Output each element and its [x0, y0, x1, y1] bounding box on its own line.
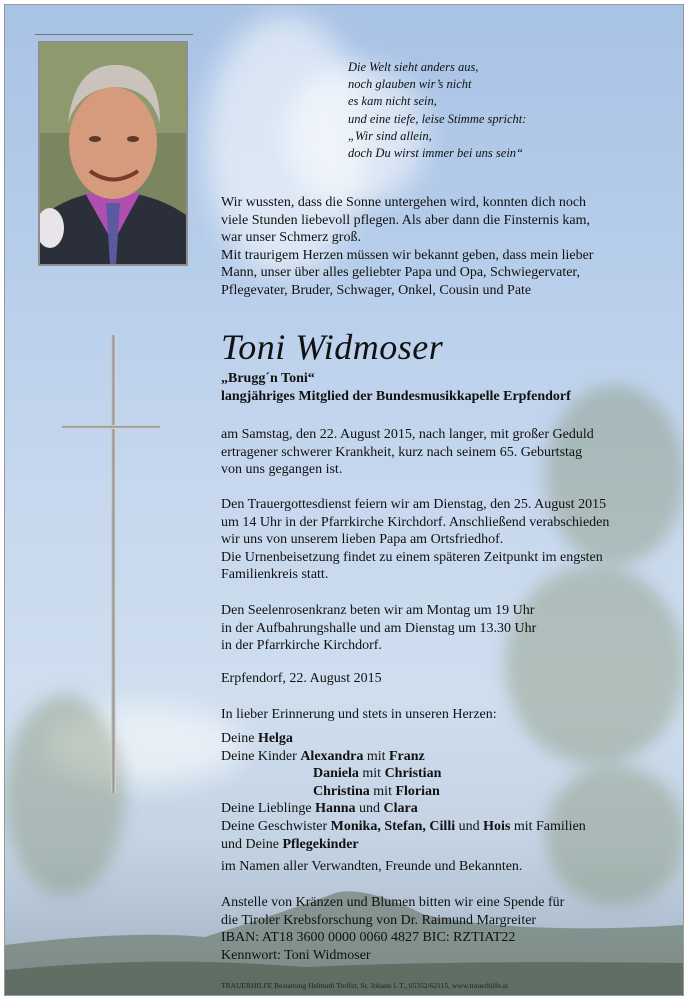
- poem-line: noch glauben wir’s nicht: [348, 77, 472, 92]
- relatives-line: im Namen aller Verwandten, Freunde und Bekannten.: [221, 859, 523, 874]
- text: und: [355, 801, 384, 817]
- family-member: Christian: [384, 766, 442, 782]
- text-line: Pflegevater, Bruder, Schwager, Onkel, Cousin und Pate: [221, 282, 532, 298]
- poem-line: es kam nicht sein,: [348, 94, 437, 109]
- text: mit: [358, 766, 385, 782]
- family-member: Helga: [257, 731, 293, 746]
- text-line: am Samstag, den 22. August 2015, nach langer, mit großer Geduld: [221, 427, 594, 442]
- text: und Deine: [221, 836, 283, 852]
- rosary-notice: [221, 602, 536, 655]
- text-line: Kennwort: Toni Widmoser: [221, 947, 371, 963]
- text: mit: [363, 748, 389, 764]
- nickname: „Brugg´n Toni“: [221, 371, 315, 386]
- text: Deine Lieblinge: [221, 801, 316, 817]
- memorial-cross-vertical: [111, 335, 116, 793]
- portrait-illustration: [40, 43, 186, 264]
- text: mit: [369, 783, 396, 799]
- text-line: um 14 Uhr in der Pfarrkirche Kirchdorf. Anschließend verabschieden: [221, 514, 610, 530]
- family-member: Hois: [483, 818, 511, 834]
- funeral-service: [221, 496, 609, 584]
- family-line: [221, 783, 586, 801]
- poem-line: und eine tiefe, leise Stimme spricht:: [348, 111, 527, 126]
- text-line: Die Urnenbeisetzung findet zu einem späteren Zeitpunkt im engsten: [221, 549, 603, 565]
- text-line: ertragener schwerer Krankheit, kurz nach seinem 65. Geburtstag: [221, 444, 583, 460]
- text: Deine: [221, 731, 258, 746]
- role: langjähriges Mitglied der Bundesmusikkapelle Erpfendorf: [221, 388, 571, 404]
- family-member: Hanna: [315, 801, 356, 817]
- text-line: von uns gegangen ist.: [221, 462, 343, 478]
- text-line: Mit traurigem Herzen müssen wir bekannt geben, dass mein lieber: [221, 247, 594, 263]
- text-line: wir uns von unserem lieben Papa am Ortsfriedhof.: [221, 532, 504, 548]
- family-member: Christina: [313, 783, 370, 799]
- family-line: [221, 836, 586, 854]
- text: und: [455, 818, 484, 834]
- portrait-photo: [38, 41, 188, 266]
- family-list: [221, 730, 586, 853]
- poem-line: Die Welt sieht anders aus,: [348, 60, 479, 74]
- text-line: in der Aufbahrungshalle und am Dienstag um 13.30 Uhr: [221, 620, 537, 636]
- family-member: Monika, Stefan, Cilli: [330, 818, 456, 834]
- memorial-cross-horizontal: [62, 425, 160, 429]
- text: Deine Geschwister: [221, 818, 331, 834]
- text-line: Den Trauergottesdienst feiern wir am Dienstag, den 25. August 2015: [221, 497, 607, 512]
- foliage-shape: [5, 695, 125, 895]
- family-line: [221, 800, 586, 818]
- family-member: Florian: [395, 783, 440, 799]
- text-line: in der Pfarrkirche Kirchdorf.: [221, 638, 382, 654]
- death-notice: [221, 426, 594, 479]
- text-line: Familienkreis statt.: [221, 567, 329, 583]
- family-line: [221, 818, 586, 836]
- intro-paragraph: [221, 194, 593, 300]
- memory-line: In lieber Erinnerung und stets in unseren Herzen:: [221, 707, 497, 722]
- donation-request: [221, 894, 564, 964]
- text-line: viele Stunden liebevoll pflegen. Als aber dann die Finsternis kam,: [221, 212, 590, 228]
- family-line: [221, 765, 586, 783]
- text-line: Den Seelenrosenkranz beten wir am Montag um 19 Uhr: [221, 603, 535, 618]
- text-line: Wir wussten, dass die Sonne untergehen wird, konnten dich noch: [221, 195, 587, 210]
- funeral-home-footer: TRAUERHILFE Bestattung Helmuth Treffer, St. Johann i. T., 05352/62115, www.trauerhilfe.at: [221, 981, 509, 990]
- family-member: Daniela: [313, 766, 359, 782]
- poem-line: doch Du wirst immer bei uns sein“: [348, 146, 523, 161]
- family-member: Alexandra: [300, 748, 364, 764]
- text: Deine Kinder: [221, 748, 301, 764]
- deceased-details: [221, 370, 571, 405]
- family-member: Pflegekinder: [282, 836, 359, 852]
- text-line: IBAN: AT18 3600 0000 0060 4827 BIC: RZTIAT22: [221, 930, 516, 946]
- photo-frame-line: [35, 34, 193, 35]
- text-line: die Tiroler Krebsforschung von Dr. Raimund Margreiter: [221, 912, 537, 928]
- family-member: Clara: [383, 801, 418, 817]
- text-line: war unser Schmerz groß.: [221, 230, 361, 246]
- obituary-page: [4, 4, 684, 996]
- text-line: Anstelle von Kränzen und Blumen bitten wir eine Spende für: [221, 895, 565, 910]
- family-line: [221, 748, 586, 766]
- family-member: Franz: [388, 748, 425, 764]
- deceased-name: Toni Widmoser: [221, 327, 444, 367]
- poem: [348, 59, 526, 162]
- family-line: [221, 730, 586, 748]
- poem-line: „Wir sind allein,: [348, 128, 432, 143]
- place-date: Erpfendorf, 22. August 2015: [221, 671, 382, 686]
- text: mit Familien: [510, 818, 586, 834]
- text-line: Mann, unser über alles geliebter Papa und Opa, Schwiegervater,: [221, 265, 581, 281]
